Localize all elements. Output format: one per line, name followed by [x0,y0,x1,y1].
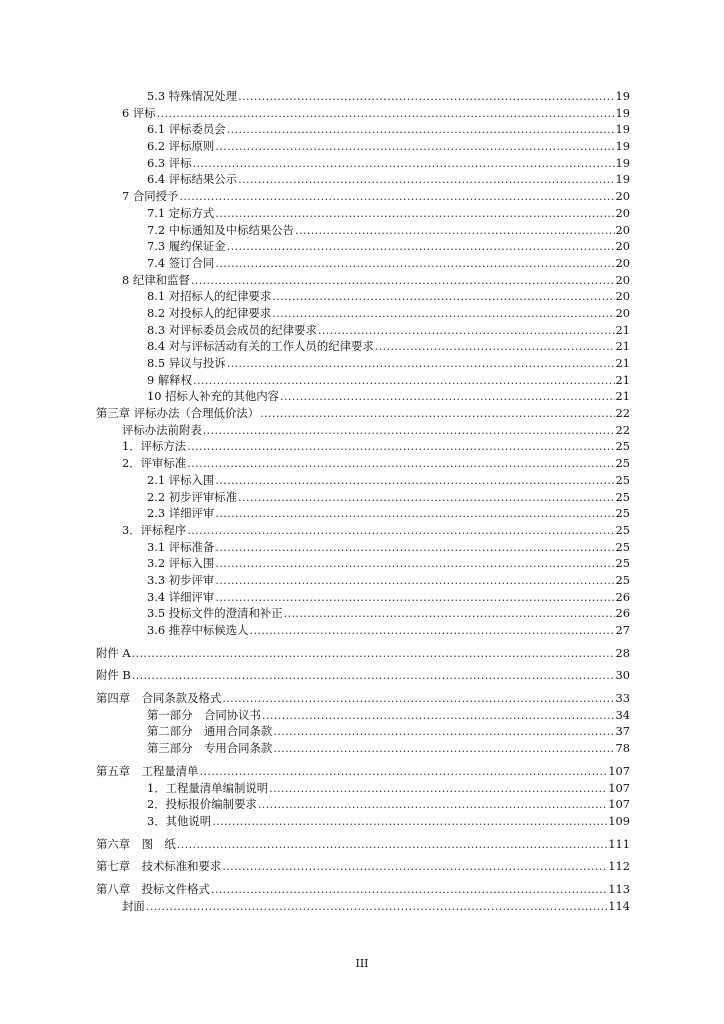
toc-leader-dots [191,272,615,289]
toc-leader-dots [273,723,614,740]
toc-entry-title: 附件 A [96,645,131,660]
toc-leader-dots [222,690,614,707]
toc-leader-dots [284,605,615,622]
toc-entry-page: 20 [615,222,630,237]
toc-entry-page: 19 [615,105,630,120]
toc-entry-title: 2.3 详细评审 [147,506,215,521]
toc-entry-page: 25 [615,439,630,454]
toc-entry-title: 第二部分 通用合同条款 [147,724,273,739]
toc-entry-title: 2．评审标准 [122,456,187,471]
toc-entry-title: 7 合同授予 [122,189,179,204]
toc-entry-title: 6.2 评标原则 [147,139,215,154]
toc-leader-dots [249,622,614,639]
toc-entry-page: 19 [615,139,630,154]
toc-entry-page: 22 [615,406,630,421]
toc-entry[interactable] [96,489,630,506]
toc-entry-title: 第三部分 专用合同条款 [147,741,273,756]
toc-entry[interactable] [96,238,630,255]
toc-entry[interactable] [96,272,630,289]
toc-leader-dots [215,472,614,489]
toc-entry-page: 109 [608,813,630,828]
toc-entry-title: 第六章 图 纸 [96,836,176,851]
toc-entry-title: 2.2 初步评审标准 [147,489,238,504]
toc-entry-page: 20 [615,289,630,304]
toc-entry[interactable] [96,155,630,172]
toc-entry-title: 6.1 评标委员会 [147,122,226,137]
toc-entry-page: 26 [615,606,630,621]
toc-leader-dots [215,255,614,272]
toc-entry[interactable] [96,589,630,606]
toc-leader-dots [212,813,607,830]
toc-leader-dots [215,572,614,589]
toc-entry[interactable] [96,572,630,589]
toc-entry-page: 28 [615,645,630,660]
toc-entry[interactable] [96,305,630,322]
toc-entry-title: 附件 B [96,668,131,683]
toc-leader-dots [227,355,615,372]
toc-entry-page: 25 [615,489,630,504]
toc-entry[interactable] [96,171,630,188]
toc-leader-dots [193,155,615,172]
toc-leader-dots [238,88,614,105]
toc-leader-dots [187,438,614,455]
toc-entry-title: 7.3 履约保证金 [147,239,226,254]
toc-entry[interactable] [96,322,630,339]
toc-entry[interactable] [96,898,630,915]
toc-entry[interactable] [96,288,630,305]
toc-entry[interactable] [96,605,630,622]
toc-leader-dots [269,780,607,797]
toc-leader-dots [295,222,614,239]
toc-entry-page: 20 [615,272,630,287]
toc-entry[interactable] [96,205,630,222]
toc-entry[interactable] [96,763,630,780]
toc-entry-page: 20 [615,239,630,254]
toc-entry[interactable] [96,455,630,472]
toc-entry-page: 37 [615,724,630,739]
toc-entry-page: 21 [615,372,630,387]
toc-entry-page: 25 [615,556,630,571]
toc-entry-title: 3．其他说明 [147,813,212,828]
toc-entry[interactable] [96,690,630,707]
toc-entry-title: 8 纪律和监督 [122,272,190,287]
toc-entry[interactable] [96,121,630,138]
toc-entry-page: 107 [608,780,630,795]
toc-entry-title: 封面 [122,898,145,913]
toc-entry-title: 7.4 签订合同 [147,255,215,270]
toc-entry-title: 5.3 特殊情况处理 [147,89,238,103]
toc-leader-dots [215,539,614,556]
toc-entry-page: 30 [615,668,630,683]
toc-entry[interactable] [96,505,630,522]
toc-leader-dots [211,881,607,898]
toc-entry[interactable] [96,858,630,875]
toc-leader-dots [179,188,614,205]
toc-entry-title: 1．工程量清单编制说明 [147,780,269,795]
toc-entry[interactable] [96,405,630,422]
toc-entry-page: 111 [608,836,630,851]
toc-entry-title: 2．投标报价编制要求 [147,797,257,812]
toc-entry-title: 7.1 定标方式 [147,205,215,220]
toc-entry-page: 21 [615,339,630,354]
toc-leader-dots [262,707,615,724]
toc-entry-page: 107 [608,763,630,778]
toc-entry-title: 6.4 评标结果公示 [147,172,238,187]
toc-leader-dots [187,522,614,539]
toc-entry[interactable] [96,438,630,455]
toc-entry[interactable] [96,105,630,122]
toc-entry-title: 第五章 工程量清单 [96,763,199,778]
toc-entry-page: 25 [615,539,630,554]
toc-entry-title: 1．评标方法 [122,439,187,454]
toc-entry-page: 21 [615,322,630,337]
toc-entry-page: 20 [615,205,630,220]
toc-leader-dots [260,405,614,422]
toc-entry[interactable] [96,813,630,830]
toc-entry-page: 107 [608,797,630,812]
toc-entry-page: 19 [615,89,630,103]
toc-entry-title: 第四章 合同条款及格式 [96,691,222,706]
toc-entry-title: 6 评标 [122,105,156,120]
toc-entry[interactable] [96,222,630,239]
toc-entry-title: 9 解释权 [147,372,193,387]
table-of-contents [96,88,630,914]
toc-leader-dots [238,171,614,188]
toc-entry[interactable] [96,539,630,556]
toc-entry-title: 2.1 评标入围 [147,472,215,487]
toc-entry-page: 25 [615,572,630,587]
toc-leader-dots [215,555,614,572]
toc-leader-dots [227,121,615,138]
toc-entry-page: 78 [615,741,630,756]
toc-entry-page: 19 [615,122,630,137]
toc-leader-dots [222,858,607,875]
toc-entry-page: 26 [615,589,630,604]
toc-entry-title: 8.4 对与评标活动有关的工作人员的纪律要求 [147,339,374,354]
toc-entry-title: 第七章 技术标准和要求 [96,859,222,874]
toc-leader-dots [375,338,615,355]
toc-entry-page: 25 [615,506,630,521]
toc-entry[interactable] [96,836,630,853]
toc-entry[interactable] [96,472,630,489]
toc-leader-dots [157,105,615,122]
toc-leader-dots [200,763,608,780]
toc-entry[interactable] [96,255,630,272]
toc-entry-title: 6.3 评标 [147,155,192,170]
toc-entry-title: 第三章 评标办法（合理低价法） [96,406,260,421]
toc-entry-page: 112 [608,859,630,874]
toc-entry-page: 27 [615,623,630,637]
toc-entry-page: 34 [615,707,630,722]
toc-leader-dots [280,388,614,405]
toc-leader-dots [132,667,615,684]
toc-entry-page: 25 [615,472,630,487]
toc-entry-page: 20 [615,255,630,270]
toc-entry[interactable] [96,667,630,684]
toc-entry-title: 8.2 对投标人的纪律要求 [147,305,272,320]
toc-leader-dots [258,796,607,813]
toc-entry-page: 114 [608,898,630,913]
toc-entry[interactable] [96,355,630,372]
toc-entry-title: 评标办法前附表 [122,422,202,437]
toc-entry-page: 25 [615,456,630,471]
toc-entry-title: 3.6 推荐中标候选人 [147,623,249,637]
toc-entry[interactable] [96,740,630,757]
toc-entry[interactable] [96,780,630,797]
toc-entry-page: 25 [615,522,630,537]
toc-leader-dots [238,489,614,506]
toc-leader-dots [203,422,615,439]
toc-entry-title: 第一部分 合同协议书 [147,707,261,722]
toc-entry[interactable] [96,707,630,724]
toc-leader-dots [177,836,608,853]
toc-entry[interactable] [96,723,630,740]
toc-entry-title: 3.3 初步评审 [147,572,215,587]
toc-leader-dots [215,205,614,222]
page-number: III [355,957,369,970]
toc-entry-title: 3.4 详细评审 [147,589,215,604]
toc-leader-dots [215,505,614,522]
toc-entry[interactable] [96,881,630,898]
toc-entry-page: 21 [615,356,630,370]
toc-leader-dots [146,898,607,915]
toc-leader-dots [318,322,615,339]
toc-entry-title: 第八章 投标文件格式 [96,881,210,896]
toc-entry[interactable] [96,796,630,813]
toc-leader-dots [132,645,615,662]
toc-entry-page: 19 [615,172,630,187]
toc-entry[interactable] [96,188,630,205]
toc-entry[interactable] [96,88,630,105]
toc-leader-dots [273,740,614,757]
toc-entry[interactable] [96,372,630,389]
toc-entry[interactable] [96,555,630,572]
toc-entry[interactable] [96,422,630,439]
toc-entry-title: 3.1 评标准备 [147,539,215,554]
toc-entry[interactable] [96,622,630,639]
toc-entry-page: 113 [608,881,630,896]
toc-entry-title: 7.2 中标通知及中标结果公告 [147,222,295,237]
toc-entry[interactable] [96,138,630,155]
toc-leader-dots [227,238,615,255]
toc-entry-title: 3.2 评标入围 [147,556,215,571]
toc-leader-dots [215,589,614,606]
toc-entry-title: 8.1 对招标人的纪律要求 [147,289,272,304]
toc-entry[interactable] [96,645,630,662]
toc-entry-page: 20 [615,305,630,320]
toc-entry[interactable] [96,388,630,405]
toc-entry-page: 19 [615,155,630,170]
toc-entry-page: 22 [615,422,630,437]
toc-leader-dots [193,372,614,389]
toc-leader-dots [272,288,614,305]
toc-entry-page: 20 [615,189,630,204]
toc-entry[interactable] [96,522,630,539]
toc-entry-title: 8.5 异议与投诉 [147,356,226,370]
toc-entry-title: 3．评标程序 [122,522,187,537]
toc-entry-title: 8.3 对评标委员会成员的纪律要求 [147,322,317,337]
toc-leader-dots [272,305,614,322]
toc-entry-title: 3.5 投标文件的澄清和补正 [147,606,283,621]
toc-leader-dots [215,138,614,155]
toc-entry-page: 21 [615,389,630,404]
toc-leader-dots [187,455,614,472]
toc-entry[interactable] [96,338,630,355]
toc-entry-page: 33 [615,691,630,706]
toc-entry-title: 10 招标人补充的其他内容 [147,389,280,404]
